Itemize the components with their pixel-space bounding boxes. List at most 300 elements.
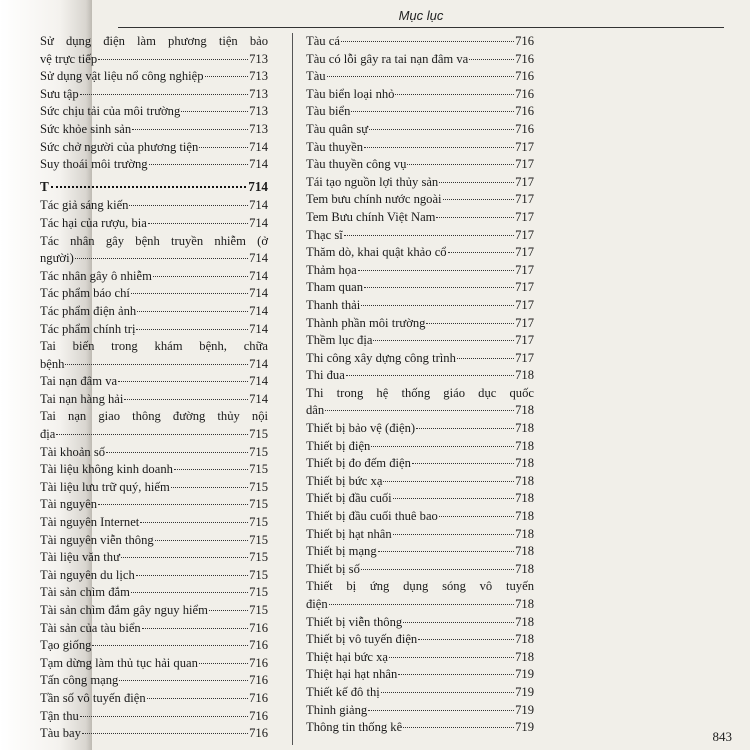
index-entry [306,209,534,227]
entry-page: 717 [515,245,534,260]
entry-page: 716 [515,121,534,136]
entry-page: 716 [249,655,268,670]
dot-leader [80,94,248,95]
dot-leader [129,205,248,206]
dot-leader [469,59,514,60]
column-divider [292,33,293,745]
index-entry [306,121,534,139]
dot-leader [418,639,514,640]
dot-leader [403,727,514,728]
entry-page: 714 [249,356,268,371]
dot-leader [106,452,248,453]
section-heading-t [40,178,268,196]
dot-leader [119,680,248,681]
entry-text: Tái tạo nguồn lợi thủy sản [306,174,439,189]
entry-page: 714 [249,268,268,283]
entry-text: Tàu thuyền công vụ [306,157,407,172]
index-entry [306,51,534,69]
dot-leader [439,516,514,517]
index-entry [40,68,268,86]
index-entry [40,215,268,233]
dot-leader [371,446,514,447]
entry-page: 718 [515,632,534,647]
entry-page: 718 [515,561,534,576]
dot-leader [407,164,514,165]
index-entry [306,367,534,385]
index-entry [40,672,268,690]
entry-page: 713 [249,51,268,66]
entry-text: Thiệt hại bức xạ [306,649,389,664]
dot-leader [344,235,514,236]
entry-page: 716 [249,690,268,705]
entry-page: 715 [249,550,268,565]
index-entry [40,496,268,514]
dot-leader [51,186,246,188]
index-entry [306,684,534,702]
entry-text: Tác nhân gây ô nhiễm [40,268,152,283]
entry-page: 717 [515,350,534,365]
index-entry [40,584,268,602]
entry-text: vệ trực tiếp [40,51,98,66]
entry-text: Thiết bị đầu cuối thuê bao [306,509,438,524]
entry-page: 714 [249,157,268,172]
entry-page: 715 [249,444,268,459]
dot-leader [369,129,514,130]
dot-leader [364,147,514,148]
entry-text: Tàu có lỗi gây ra tai nạn đâm va [306,51,469,66]
entry-text: Thiết bị viễn thông [306,614,403,629]
dot-leader [181,111,248,112]
dot-leader [199,147,248,148]
index-entry [306,350,534,368]
entry-page: 714 [249,286,268,301]
dot-leader [98,504,248,505]
entry-text: Tàu quân sự [306,121,369,136]
index-entry [306,614,534,632]
index-entry [306,86,534,104]
entry-page: 717 [515,174,534,189]
entry-text: Tai nạn đâm va [40,374,118,389]
entry-page: 714 [249,198,268,213]
dot-leader [171,487,248,488]
entry-text: Thiết bị vô tuyến điện [306,632,418,647]
entry-text: địa [40,427,56,442]
dot-leader [393,534,514,535]
dot-leader [118,381,248,382]
entry-page: 718 [515,421,534,436]
dot-leader [393,498,514,499]
index-entry [40,321,268,339]
index-entry [306,385,534,420]
index-entry [40,338,268,373]
entry-page: 716 [249,673,268,688]
dot-leader [136,329,248,330]
index-entry [40,514,268,532]
index-column-left [40,33,268,743]
dot-leader [80,716,248,717]
dot-leader [155,540,248,541]
index-entry [40,708,268,726]
entry-text: Thiết bị hạt nhân [306,526,392,541]
entry-text: Tài nguyên du lịch [40,567,135,582]
entry-page: 719 [515,667,534,682]
index-entry [40,233,268,268]
index-entry [40,567,268,585]
entry-text-line1: Sử dụng điện làm phương tiện bảo [40,34,268,48]
entry-text: Tác hại của rượu, bia [40,215,147,230]
entry-text: Tạm dừng làm thủ tục hải quan [40,655,198,670]
dot-leader [136,575,248,576]
entry-text: Tạo giống [40,638,92,653]
entry-page: 719 [515,702,534,717]
dot-leader [124,399,248,400]
entry-page: 717 [515,139,534,154]
dot-leader [381,692,514,693]
index-entry [306,438,534,456]
entry-page: 716 [515,69,534,84]
index-entry [306,227,534,245]
dot-leader [56,434,248,435]
entry-text: Tấn công mạng [40,673,119,688]
entry-page: 717 [515,280,534,295]
entry-page: 715 [249,603,268,617]
entry-text: Thạc sĩ [306,227,343,242]
entry-page: 715 [249,532,268,547]
header-rule [118,27,724,28]
entry-page: 717 [515,315,534,330]
dot-leader [398,674,514,675]
dot-leader [383,481,514,482]
index-entry [40,139,268,157]
index-entry [306,543,534,561]
entry-page: 714 [249,215,268,230]
entry-page: 716 [249,708,268,723]
entry-text: Thiết bị bảo vệ (điện) [306,421,416,436]
index-entry [306,455,534,473]
entry-page: 713 [249,86,268,101]
entry-page: 715 [249,462,268,477]
entry-page: 717 [515,262,534,277]
index-entry [40,103,268,121]
dot-leader [140,522,248,523]
entry-text: Tai nạn hàng hải [40,391,124,406]
dot-leader [395,94,514,95]
entry-page: 718 [515,509,534,524]
index-entry [306,578,534,613]
entry-text: Thiết bị số [306,561,360,576]
entry-text: Tàu thuyền [306,139,364,154]
entry-page: 715 [249,585,268,600]
entry-text: Tem Bưu chính Việt Nam [306,209,436,224]
index-entry [40,637,268,655]
entry-text: Thiết bị điện [306,438,371,453]
index-entry [306,68,534,86]
entry-page: 718 [515,456,534,471]
entry-page: 715 [249,427,268,442]
dot-leader [426,323,514,324]
index-entry [306,719,534,737]
index-entry [40,86,268,104]
dot-leader [148,223,248,224]
dot-leader [351,111,514,112]
running-head: Mục lục [398,8,444,23]
entry-page: 716 [249,726,268,741]
index-entry [40,690,268,708]
dot-leader [341,41,514,42]
entry-page: 714 [249,139,268,154]
dot-leader [209,610,248,611]
entry-page: 717 [515,333,534,348]
entry-text: Thiết bị đầu cuối [306,491,392,506]
index-entry [306,156,534,174]
entry-page: 716 [515,104,534,119]
dot-leader [443,199,515,200]
entry-text: Sức chở người của phương tiện [40,139,199,154]
index-entry [40,373,268,391]
entry-page: 717 [515,297,534,312]
entry-page: 713 [249,69,268,84]
index-entry [40,391,268,409]
index-entry [306,649,534,667]
dot-leader [436,217,514,218]
entry-page: 715 [249,567,268,582]
entry-page: 715 [249,497,268,512]
entry-page: 717 [515,227,534,242]
entry-text: Thiết bị mạng [306,544,377,559]
dot-leader [199,663,248,664]
entry-text: Tài nguyên viễn thông [40,532,154,547]
entry-text: Tàu biển [306,104,351,119]
entry-text-line1: Thiết bị ứng dụng sóng vô tuyến [306,579,534,594]
entry-text: Thảm họa [306,262,357,277]
entry-page: 718 [515,473,534,488]
entry-text: Tài khoản số [40,444,106,459]
entry-text: Tài sản chìm đắm gây nguy hiểm [40,603,208,617]
index-entry [40,408,268,443]
dot-leader [325,410,514,411]
index-entry [306,279,534,297]
index-entry [306,508,534,526]
entry-page: 718 [515,368,534,383]
entry-text: Tàu biển loại nhỏ [306,86,395,101]
dot-leader [378,551,514,552]
section-letter: T [40,178,49,194]
entry-page: 715 [249,479,268,494]
dot-leader [147,698,248,699]
entry-text: Tận thu [40,708,79,723]
entry-text: Sử dụng vật liệu nổ công nghiệp [40,69,204,84]
entry-text-line1: Thi trong hệ thống giáo dục quốc [306,385,534,400]
entry-page: 716 [515,86,534,101]
entry-text: Tác phẩm điện ảnh [40,303,137,318]
dot-leader [448,252,515,253]
entry-page: 718 [515,614,534,629]
entry-page: 714 [249,374,268,389]
index-entry [40,303,268,321]
index-entry [40,33,268,68]
entry-text: Tài nguyên Internet [40,515,140,530]
dot-leader [65,364,248,365]
entry-page: 714 [249,251,268,266]
entry-text: Thanh thải [306,297,361,312]
dot-leader [361,305,514,306]
entry-page: 717 [515,209,534,224]
index-entry [306,103,534,121]
entry-text: Tần số vô tuyến điện [40,690,146,705]
dot-leader [439,182,514,183]
index-entry [40,156,268,174]
index-entry [306,666,534,684]
index-entry [40,444,268,462]
entry-text: Thi công xây dựng công trình [306,350,456,365]
entry-text: Thăm dò, khai quật khảo cổ [306,245,447,260]
entry-text: Thành phần môi trường [306,315,426,330]
entry-text: Tàu bay [40,726,81,741]
entry-text: Tác giả sáng kiến [40,198,129,213]
entry-text: dân [306,403,325,418]
entry-page: 718 [515,597,534,611]
dot-leader [132,129,248,130]
entry-page: 716 [249,620,268,635]
entry-text: điện [306,597,328,611]
index-entry [306,139,534,157]
dot-leader [75,258,248,259]
page-number: 843 [712,729,732,744]
entry-page: 716 [515,34,534,48]
entry-page: 714 [249,321,268,336]
index-entry [306,174,534,192]
dot-leader [416,428,514,429]
entry-page: 719 [515,684,534,699]
index-entry [40,602,268,620]
entry-text: Thềm lục địa [306,333,373,348]
index-entry [306,561,534,579]
dot-leader [82,733,248,734]
index-entry [306,420,534,438]
index-entry [40,479,268,497]
entry-page: 718 [515,403,534,418]
entry-page: 718 [515,526,534,541]
dot-leader [403,622,514,623]
dot-leader [368,710,514,711]
entry-text: Tem bưu chính nước ngoài [306,192,442,207]
entry-page: 713 [249,104,268,119]
index-entry [306,526,534,544]
index-entry [306,490,534,508]
dot-leader [98,59,248,60]
entry-text: người) [40,251,74,266]
dot-leader [142,628,248,629]
dot-leader [364,287,514,288]
entry-text: Thiết bị bức xạ [306,473,383,488]
index-entry [40,121,268,139]
dot-leader [137,311,248,312]
index-entry [40,655,268,673]
dot-leader [174,469,248,470]
dot-leader [389,657,514,658]
index-entry [306,702,534,720]
dot-leader [149,164,249,165]
dot-leader [457,358,514,359]
entry-text: Sức chịu tải của môi trường [40,104,181,119]
entry-page: 718 [515,438,534,453]
dot-leader [346,375,514,376]
entry-text: Tài liệu lưu trữ quý, hiếm [40,479,170,494]
index-entry [306,33,534,51]
entry-text: Tài liệu không kinh doanh [40,462,173,477]
dot-leader [373,340,514,341]
dot-leader [121,557,248,558]
entry-text: Tàu cá [306,34,340,48]
index-entry [40,725,268,743]
index-entry [306,631,534,649]
entry-page: 715 [249,515,268,530]
entry-text: bệnh [40,356,65,371]
index-entry [306,262,534,280]
entry-text: Thiết kế đô thị [306,684,380,699]
dot-leader [329,604,514,605]
entry-text: Tài liệu văn thư [40,550,120,565]
entry-page: 717 [515,157,534,172]
dot-leader [131,293,248,294]
index-entry [306,244,534,262]
entry-text: Tham quan [306,280,364,295]
index-entry [306,473,534,491]
entry-text: Thiết bị đo đếm điện [306,456,411,471]
index-entry [40,268,268,286]
dot-leader [412,463,514,464]
entry-text: Suy thoái môi trường [40,157,148,172]
entry-page: 714 [249,391,268,406]
entry-text: Sưu tập [40,86,79,101]
entry-text: Thông tin thống kê [306,720,403,735]
index-entry [306,315,534,333]
index-entry [40,549,268,567]
section-page: 714 [248,178,268,194]
dot-leader [131,592,248,593]
entry-text: Tài sản của tàu biển [40,620,141,635]
dot-leader [361,569,514,570]
dot-leader [358,270,514,271]
entry-page: 716 [249,638,268,653]
index-entry [306,191,534,209]
entry-page: 717 [515,192,534,207]
index-entry [306,297,534,315]
entry-page: 718 [515,491,534,506]
entry-text: Sức khỏe sinh sản [40,121,132,136]
entry-text: Tài sản chìm đắm [40,585,130,600]
entry-text: Thi đua [306,368,345,383]
entry-page: 718 [515,544,534,559]
index-entry [40,532,268,550]
entry-text: Thỉnh giảng [306,702,368,717]
index-entry [40,197,268,215]
entry-page: 719 [515,720,534,735]
index-entry [40,285,268,303]
entry-text-line1: Tai biến trong khám bệnh, chữa [40,339,268,354]
entry-page: 716 [515,51,534,66]
entry-page: 713 [249,121,268,136]
entry-text: Thiệt hại hạt nhân [306,667,398,682]
entry-text: Tác phẩm báo chí [40,286,130,301]
entry-text: Tài nguyên [40,497,98,512]
entry-page: 714 [249,303,268,318]
entry-text-line1: Tác nhân gây bệnh truyền nhiễm (ở [40,233,268,248]
entry-text: Tác phẩm chính trị [40,321,136,336]
entry-page: 718 [515,649,534,664]
dot-leader [205,76,249,77]
dot-leader [153,276,248,277]
